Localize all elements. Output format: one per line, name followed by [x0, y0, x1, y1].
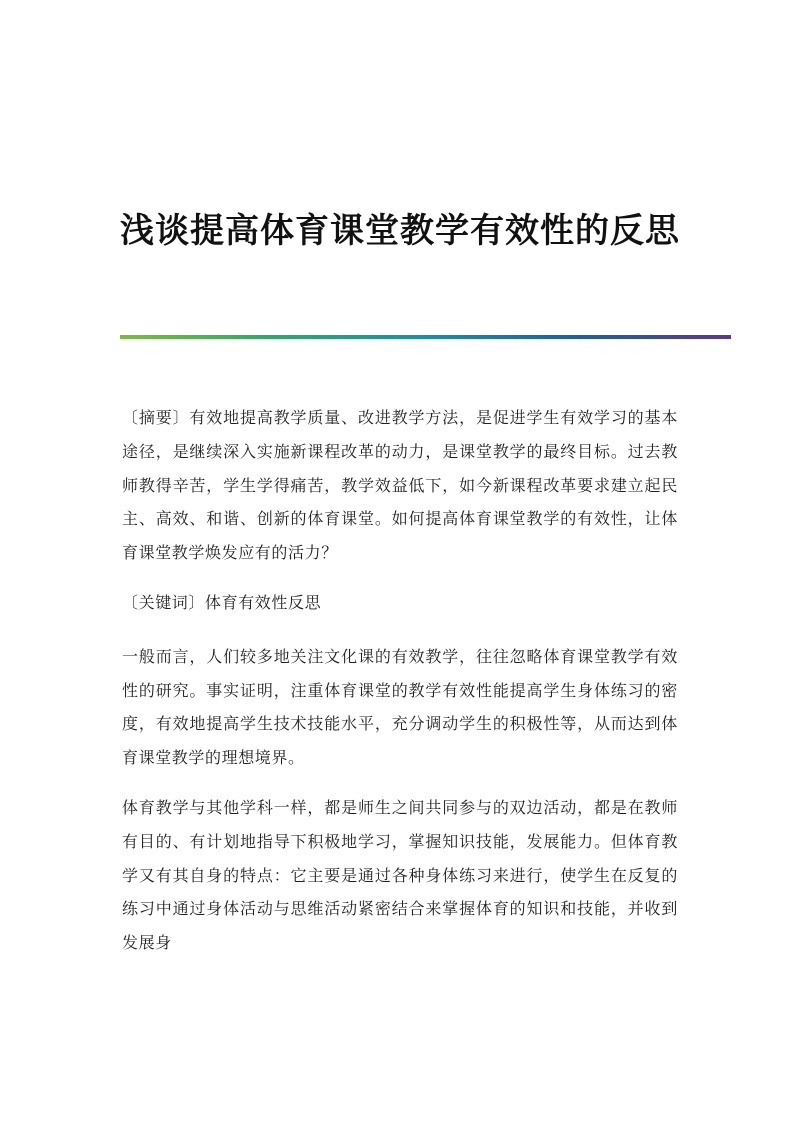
document-title: 浅谈提高体育课堂教学有效性的反思: [120, 210, 680, 251]
keywords-paragraph: 〔关键词〕体育有效性反思: [122, 592, 322, 612]
abstract-paragraph: 〔摘要〕有效地提高教学质量、改进教学方法，是促进学生有效学习的基本途径，是继续深入实施新课程改革的动力，是课堂教学的最终目标。过去教师教得辛苦，学生学得痛苦，教学效益低下，如今新课程改革要求建立起民主、高效、和谐、创新的体育课堂。如何提高体育课堂教学的有效性，让体育课堂教学焕发应有的活力？: [122, 408, 678, 563]
document-body: [122, 401, 678, 976]
title-divider: [120, 335, 731, 339]
body-paragraph-2: 体育教学与其他学科一样，都是师生之间共同参与的双边活动，都是在教师有目的、有计划地指导下积极地学习，掌握知识技能，发展能力。但体育教学又有其自身的特点：它主要是通过各种身体练习来进行，使学生在反复的练习中通过身体活动与思维活动紧密结合来掌握体育的知识和技能，并收到发展身: [122, 797, 678, 953]
body-paragraph-1: 一般而言，人们较多地关注文化课的有效教学，往往忽略体育课堂教学有效性的研究。事实证明，注重体育课堂的教学有效性能提高学生身体练习的密度，有效地提高学生技术技能水平，充分调动学生的积极性等，从而达到体育课堂教学的理想境界。: [122, 646, 678, 768]
